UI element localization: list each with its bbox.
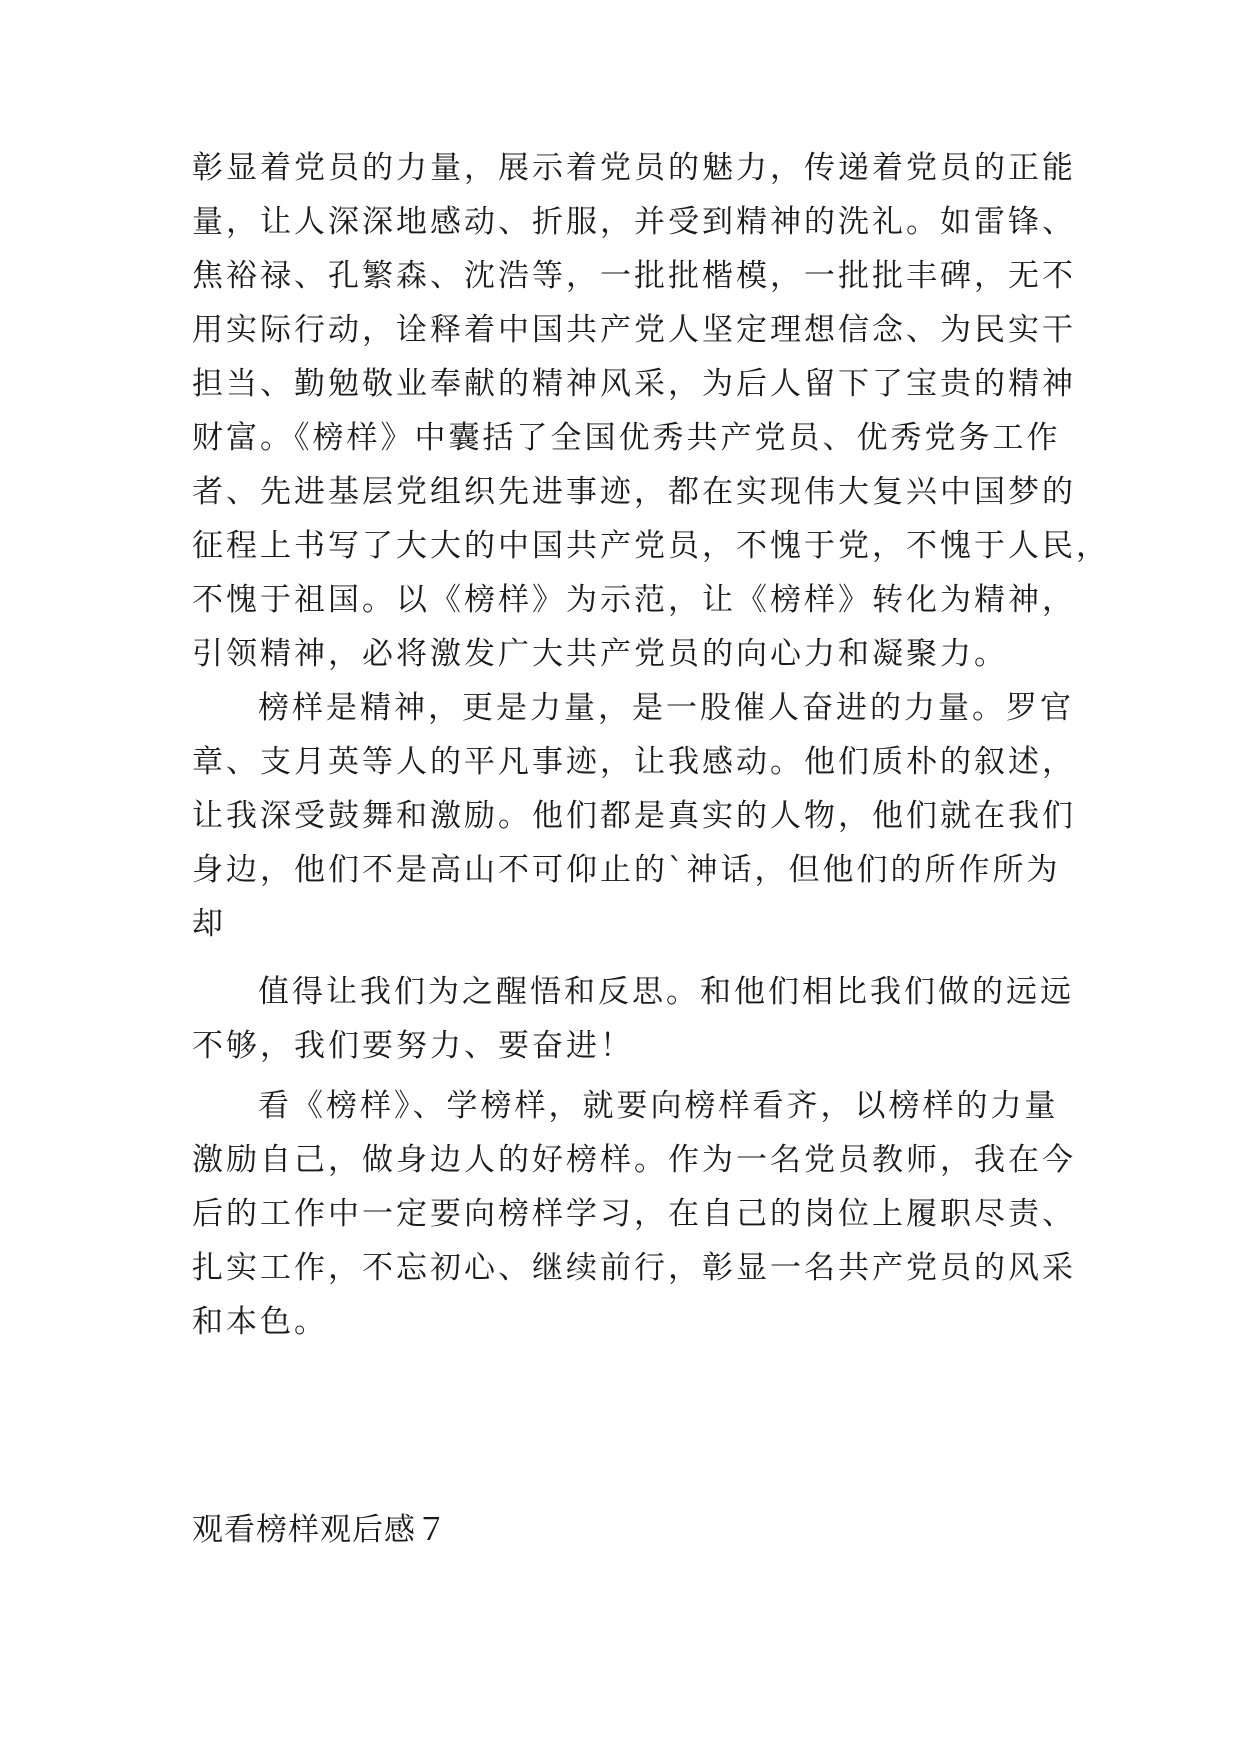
body-text-line: 焦裕禄、孔繁森、沈浩等，一批批楷模，一批批丰碑，无不 (192, 258, 1076, 294)
body-text-line: 不愧于祖国。以《榜样》为示范，让《榜样》转化为精神， (192, 582, 1076, 618)
body-text-line: 财富。《榜样》中囊括了全国优秀共产党员、优秀党务工作 (192, 420, 1061, 456)
body-text-line: 担当、勤勉敬业奉献的精神风采，为后人留下了宝贵的精神 (192, 366, 1076, 402)
body-text-line: 用实际行动，诠释着中国共产党人坚定理想信念、为民实干 (192, 312, 1076, 348)
body-text-line: 引领精神，必将激发广大共产党员的向心力和凝聚力。 (192, 636, 1008, 672)
body-text-line: 看《榜样》、学榜样，就要向榜样看齐，以榜样的力量 (258, 1088, 1059, 1124)
body-text-line: 量，让人深深地感动、折服，并受到精神的洗礼。如雷锋、 (192, 204, 1076, 240)
body-text-line: 身边，他们不是高山不可仰止的`神话，但他们的所作所为 (192, 852, 1061, 888)
body-text-line: 彰显着党员的力量，展示着党员的魅力，传递着党员的正能 (192, 150, 1076, 186)
section-heading: 观看榜样观后感７ (192, 1512, 448, 1548)
body-text-line: 值得让我们为之醒悟和反思。和他们相比我们做的远远 (258, 974, 1074, 1010)
body-text-line: 征程上书写了大大的中国共产党员，不愧于党，不愧于人民， (192, 528, 1110, 564)
body-text-line: 扎实工作，不忘初心、继续前行，彰显一名共产党员的风采 (192, 1250, 1076, 1286)
body-text-line: 却 (192, 906, 226, 942)
body-text-line: 后的工作中一定要向榜样学习，在自己的岗位上履职尽责、 (192, 1196, 1076, 1232)
body-text-line: 榜样是精神，更是力量，是一股催人奋进的力量。罗官 (258, 690, 1074, 726)
body-text-line: 者、先进基层党组织先进事迹，都在实现伟大复兴中国梦的 (192, 474, 1076, 510)
body-text-line: 激励自己，做身边人的好榜样。作为一名党员教师，我在今 (192, 1142, 1076, 1178)
body-text-line: 让我深受鼓舞和激励。他们都是真实的人物，他们就在我们 (192, 798, 1076, 834)
body-text-line: 章、支月英等人的平凡事迹，让我感动。他们质朴的叙述， (192, 744, 1076, 780)
body-text-line: 和本色。 (192, 1304, 328, 1340)
body-text-line: 不够，我们要努力、要奋进！ (192, 1028, 634, 1064)
